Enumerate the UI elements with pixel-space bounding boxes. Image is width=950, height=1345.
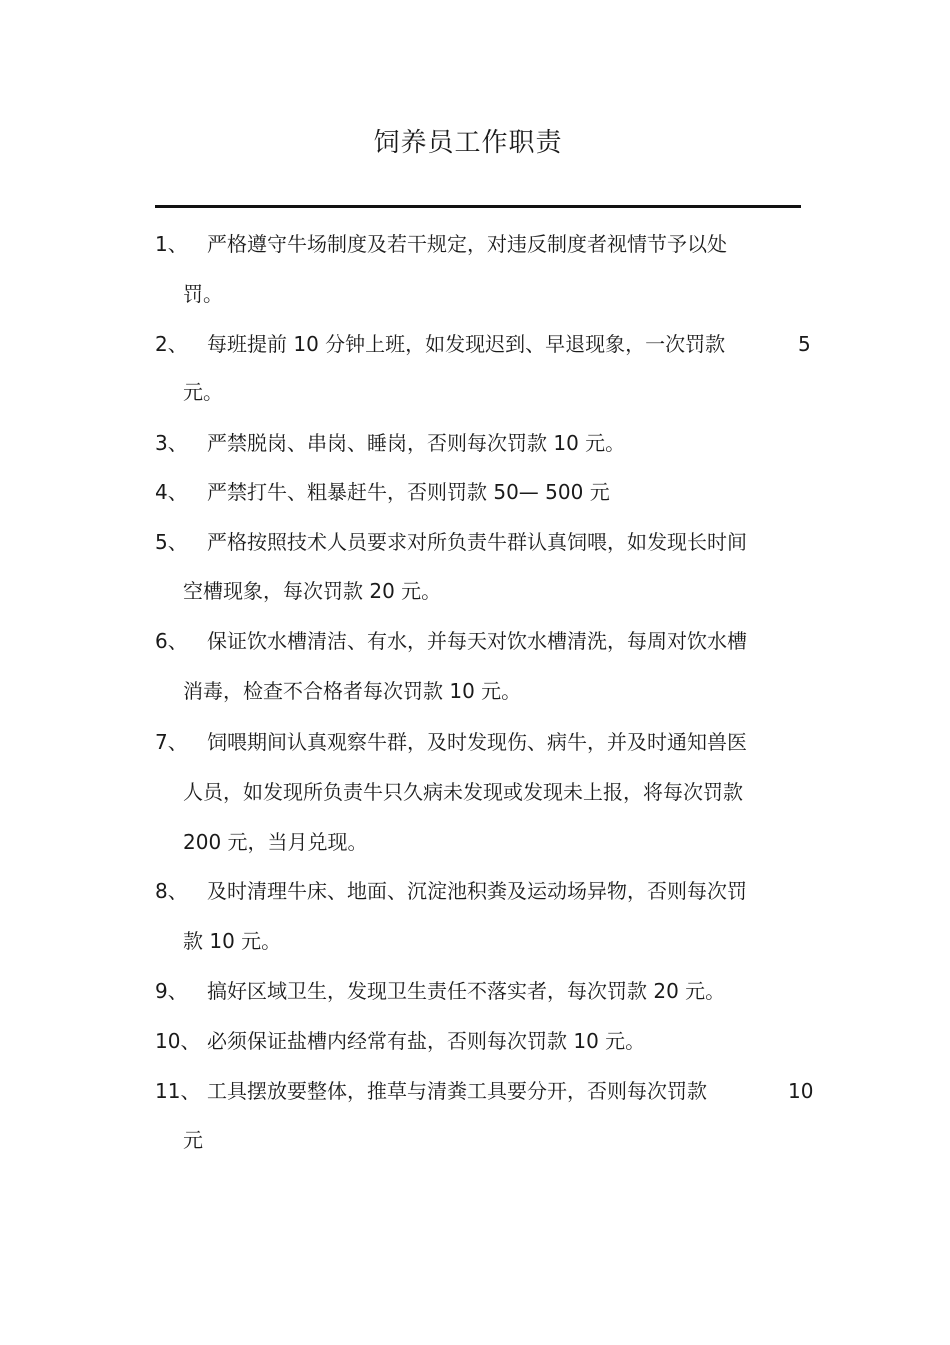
item-text: 元 <box>183 1128 203 1152</box>
item-text: 200 元，当月兑现。 <box>183 830 368 854</box>
item-text: 款 10 元。 <box>183 929 282 953</box>
item-text: 饲喂期间认真观察牛群，及时发现伤、病牛，并及时通知兽医 <box>207 730 747 754</box>
title-divider <box>155 205 801 208</box>
item-number: 1、 <box>155 232 188 256</box>
item-text: 人员，如发现所负责牛只久病未发现或发现未上报，将每次罚款 <box>183 780 743 804</box>
item-number: 5、 <box>155 530 188 554</box>
item-number: 9、 <box>155 979 188 1003</box>
item-text-tail: 5 <box>798 332 811 356</box>
item-number: 3、 <box>155 431 188 455</box>
item-number: 4、 <box>155 480 188 504</box>
item-number: 8、 <box>155 879 188 903</box>
item-number: 10、 <box>155 1029 201 1053</box>
item-text: 罚。 <box>183 282 223 306</box>
item-text: 严禁打牛、粗暴赶牛，否则罚款 50— 500 元 <box>207 480 610 504</box>
item-text: 每班提前 10 分钟上班，如发现迟到、早退现象，一次罚款 <box>207 332 726 356</box>
item-text: 严格按照技术人员要求对所负责牛群认真饲喂，如发现长时间 <box>207 530 747 554</box>
item-text: 严格遵守牛场制度及若干规定，对违反制度者视情节予以处 <box>207 232 727 256</box>
item-text: 必须保证盐槽内经常有盐，否则每次罚款 10 元。 <box>207 1029 646 1053</box>
item-text: 元。 <box>183 380 223 404</box>
item-number: 11、 <box>155 1079 201 1103</box>
item-text: 工具摆放要整体，推草与清粪工具要分开，否则每次罚款 <box>207 1079 707 1103</box>
item-text: 严禁脱岗、串岗、睡岗，否则每次罚款 10 元。 <box>207 431 626 455</box>
item-text-tail: 10 <box>788 1079 814 1103</box>
page-title: 饲养员工作职责 <box>373 128 563 158</box>
item-number: 6、 <box>155 629 188 653</box>
item-text: 保证饮水槽清洁、有水，并每天对饮水槽清洗，每周对饮水槽 <box>207 629 747 653</box>
item-number: 7、 <box>155 730 188 754</box>
item-text: 搞好区域卫生，发现卫生责任不落实者，每次罚款 20 元。 <box>207 979 726 1003</box>
item-number: 2、 <box>155 332 188 356</box>
item-text: 空槽现象，每次罚款 20 元。 <box>183 579 442 603</box>
item-text: 消毒，检查不合格者每次罚款 10 元。 <box>183 679 522 703</box>
item-text: 及时清理牛床、地面、沉淀池积粪及运动场异物，否则每次罚 <box>207 879 747 903</box>
